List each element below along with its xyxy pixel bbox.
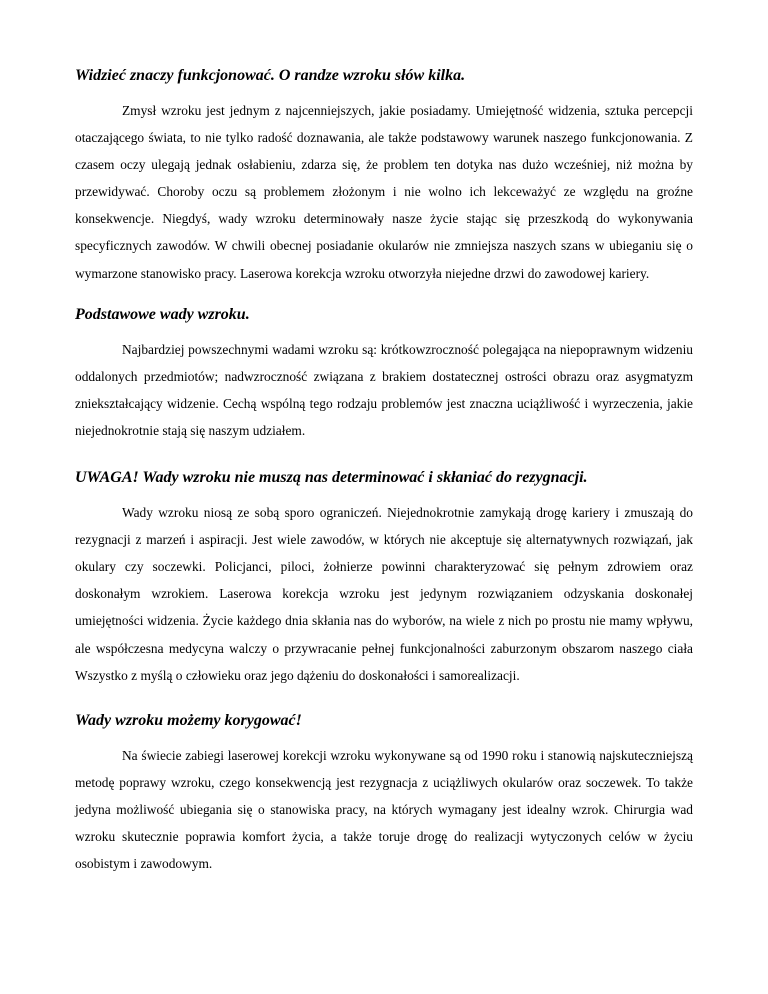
section-paragraph: Na świecie zabiegi laserowej korekcji wzroku wykonywane są od 1990 roku i stanowią najskuteczniejszą metodę poprawy wzroku, czego konsekwencją jest rezygnacja z uciążliwych okularów oraz soczewek. To także jedyna możliwość ubiegania się o stanowiska pracy, na których wymagany jest idealny wzrok. Chirurgia wad wzroku skutecznie poprawia komfort życia, a także toruje drogę do realizacji wytyczonych celów w życiu osobistym i zawodowym.: [75, 747, 693, 872]
section-correction: [75, 709, 693, 877]
section-paragraph: Wady wzroku niosą ze sobą sporo ograniczeń. Niejednokrotnie zamykają drogę kariery i zmuszają do rezygnacji z marzeń i aspiracji. Jest wiele zawodów, w których nie akceptuje się alternatywnych rozwiązań, jak okulary czy soczewki. Policjanci, piloci, żołnierze powinni charakteryzować się pełnym zdrowiem oraz doskonałym wzrokiem. Laserowa korekcja wzroku jest jedynym rozwiązaniem odzyskania doskonałej umiejętności widzenia. Życie każdego dnia skłania nas do wyborów, na wiele z nich po prostu nie mamy wpływu, ale współczesna medycyna walczy o przywracanie pełnej funkcjonalności zaburzonym obszarom naszego ciała Wszystko z myślą o człowieku oraz jego dążeniu do doskonałości i samorealizacji.: [75, 505, 693, 683]
section-heading: Widzieć znaczy funkcjonować. O randze wzroku słów kilka.: [75, 67, 466, 84]
section-paragraph: Najbardziej powszechnymi wadami wzroku są: krótkowzroczność polegająca na niepoprawnym widzeniu oddalonych przedmiotów; nadwzroczność związana z brakiem dostatecznej ostrości obrazu oraz asygmatyzm zniekształcający widzenie. Cechą wspólną tego rodzaju problemów jest znaczna uciążliwość i wyrzeczenia, jakie niejednokrotnie stają się naszym udziałem.: [75, 341, 693, 438]
section-vision-importance: [75, 64, 693, 287]
section-warning: [75, 466, 693, 689]
section-paragraph: Zmysł wzroku jest jednym z najcenniejszych, jakie posiadamy. Umiejętność widzenia, sztuka percepcji otaczającego świata, to nie tylko radość doznawania, ale także podstawowy warunek naszego funkcjonowania. Z czasem oczy ulegają jednak osłabieniu, zdarza się, że problem ten dotyka nas dużo wcześniej, niż można by przewidywać. Choroby oczu są problemem złożonym i nie wolno ich lekceważyć ze względu na groźne konsekwencje. Niegdyś, wady wzroku determinowały nasze życie stając się przeszkodą do wykonywania specyficznych zawodów. W chwili obecnej posiadanie okularów nie zmniejsza naszych szans w ubieganiu się o wymarzone stanowisko pracy. Laserowa korekcja wzroku otworzyła niejedne drzwi do zawodowej kariery.: [75, 103, 693, 281]
section-basic-defects: [75, 303, 693, 444]
section-heading: Wady wzroku możemy korygować!: [75, 711, 302, 729]
section-heading: UWAGA! Wady wzroku nie muszą nas determinować i skłaniać do rezygnacji.: [75, 469, 588, 487]
document-page: [75, 64, 693, 877]
section-heading: Podstawowe wady wzroku.: [75, 305, 250, 323]
